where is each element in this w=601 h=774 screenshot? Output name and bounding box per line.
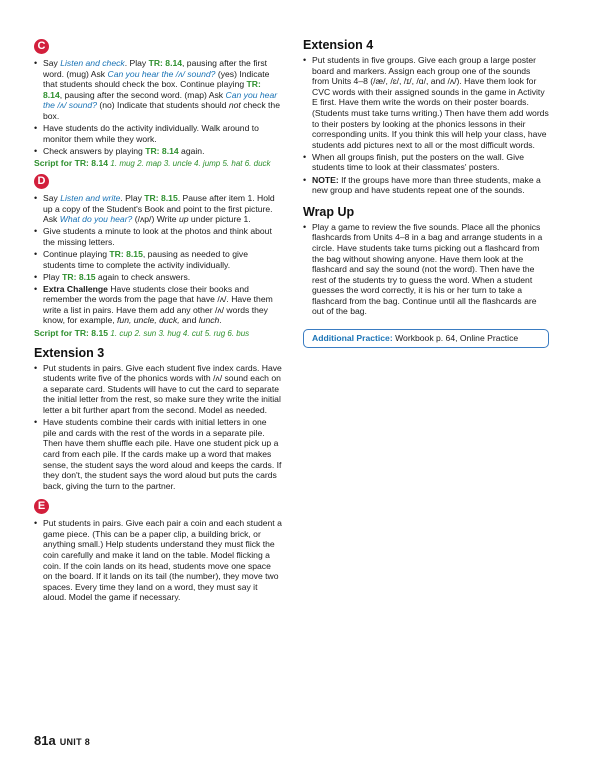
extension-4-heading: Extension 4 bbox=[303, 38, 374, 52]
section-e-list bbox=[34, 518, 282, 603]
section-c-badge: C bbox=[34, 39, 49, 54]
list-item: • Have students combine their cards with initial letters in one pile and cards with the rest of the words in a separate pile. Then have them shuffle each pile. Have one student pick up a card from each pile. If the cards make up a word that makes sense, the student says the word aloud and keeps the cards. If they don't, the student says the word aloud but puts the cards back, giving the turn to the partner. bbox=[34, 417, 282, 491]
right-column bbox=[303, 36, 549, 348]
additional-practice-label: Additional Practice: bbox=[312, 333, 393, 344]
list-item: • Give students a minute to look at the photos and think about the missing letters. bbox=[34, 226, 282, 247]
list-item: • Play TR: 8.15 again to check answers. bbox=[34, 272, 282, 283]
extension-4-list bbox=[303, 55, 549, 196]
list-item: • Say Listen and check. Play TR: 8.14, pausing after the first word. (mug) Ask Can you hear the /ʌ/ sound? (yes) Indicate that students should check the box. Continue playing TR: 8.14, pausing after the second word. (map) Ask Can you hear the /ʌ/ sound? (no) Indicate that students should not check the box. bbox=[34, 58, 282, 122]
list-item: • Put students in pairs. Give each pair a coin and each student a game piece. (This can be a paper clip, a building brick, or anything small.) Help students understand they must flick the coin carefully and make it land on the table. Model flicking a coin. If the coin lands on its head, students move one space on the board. If it lands on its tail (the number), they move two spaces. Every time they land on a word, they must say it aloud. Model the game if necessary. bbox=[34, 518, 282, 603]
list-item: • Extra Challenge Have students close their books and remember the words from the page that have /ʌ/. Have them write a list in pairs. Have them add any other /ʌ/ words they know, for example, fun, uncle, duck, and lunch. bbox=[34, 284, 282, 326]
section-d-list bbox=[34, 193, 282, 326]
additional-practice-box bbox=[303, 329, 549, 348]
list-item: • Have students do the activity individually. Walk around to monitor them while they work. bbox=[34, 123, 282, 144]
section-e-badge: E bbox=[34, 499, 49, 514]
page-footer bbox=[34, 733, 90, 748]
script-answers-d: Script for TR: 8.15 1. cup 2. sun 3. hug 4. cut 5. rug 6. bus bbox=[34, 328, 250, 339]
left-column bbox=[34, 36, 282, 605]
list-item: • Check answers by playing TR: 8.14 again. bbox=[34, 146, 282, 157]
additional-practice-text: Workbook p. 64, Online Practice bbox=[392, 333, 519, 344]
wrap-up-list bbox=[303, 222, 549, 317]
section-d-badge: D bbox=[34, 174, 49, 189]
list-item: • Continue playing TR: 8.15, pausing as needed to give students time to complete the activity individually. bbox=[34, 249, 282, 270]
section-c-list bbox=[34, 58, 282, 156]
list-item: • Put students in five groups. Give each group a large poster board and markers. Assign each group one of the sounds from Units 4–8 (/æ/, /ɛ/, /ɪ/, /ɑ/, and /ʌ/). Have them look for CVC words with their assigned sounds in the game in Activity E first. Have them write the words on their poster boards. (Students must take turns writing.) Then have them add words to their posters by looking at the phonics lessons in their corresponding units. If you think this will help your class, have students add pictures next to all or the most difficult words. bbox=[303, 55, 549, 150]
extension-3-list bbox=[34, 363, 282, 492]
unit-label: UNIT 8 bbox=[59, 737, 91, 747]
script-answers-c: Script for TR: 8.14 1. mug 2. map 3. uncle 4. jump 5. hat 6. duck bbox=[34, 158, 271, 169]
list-item: • When all groups finish, put the posters on the wall. Give students time to look at their classmates' posters. bbox=[303, 152, 549, 173]
extension-3-heading: Extension 3 bbox=[34, 345, 105, 360]
page-number: 81a bbox=[34, 733, 56, 748]
list-item: • Put students in pairs. Give each student five index cards. Have students write five of the phonics words with /ʌ/ sound each on a separate card. Students will have to cut the card to separate the initial letter from the rest, so make sure they write the initial letter a bit further apart from the second. Model as needed. bbox=[34, 363, 282, 416]
wrap-up-heading: Wrap Up bbox=[303, 204, 355, 219]
list-item: • Play a game to review the five sounds. Place all the phonics flashcards from Units 4–8 in a bag and arrange students in a circle. Have students take turns picking out a flashcard from the bag without showing anyone. Have them look at the flashcard and say the sound (not the word). Then have the rest of the students try to guess the word. When a student guesses the word correctly, it is his or her turn to take a flashcard from the bag. Continue until all the flashcards are out of the bag. bbox=[303, 222, 549, 317]
list-item: • NOTE: If the groups have more than three students, make a new group and have students repeat one of the sounds. bbox=[303, 175, 549, 196]
list-item: • Say Listen and write. Play TR: 8.15. Pause after item 1. Hold up a copy of the Student's Book and point to the first picture. Ask What do you hear? (/ʌp/) Write up under picture 1. bbox=[34, 193, 282, 225]
